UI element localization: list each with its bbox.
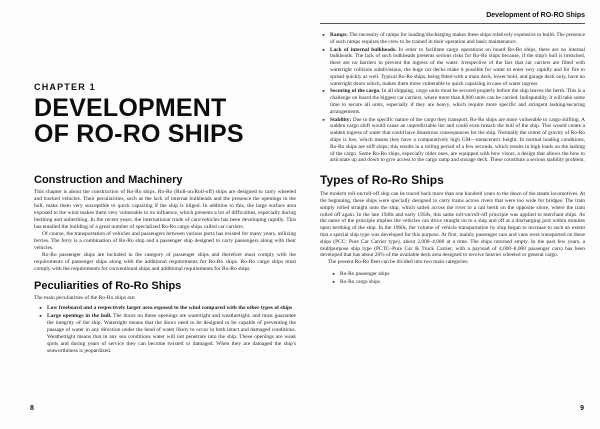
peculiarities-intro: The main peculiarities of the Ro-Ro ships are:: [34, 295, 136, 301]
peculiarities-bullet-list: [34, 305, 296, 355]
bullet-text: The necessity of ramps for loading/discharging makes these ships relatively expensive to build. The presence of such ramps requires the crew to be trained in their operation and basic maintenance.: [330, 32, 585, 45]
bullet-icon: ►: [322, 117, 326, 122]
bullet-content: [47, 305, 296, 312]
bullet-text: In order to facilitate cargo operations on board Ro-Ro ships, there are no internal bulkheads. The lack of such bulkheads presents serious risks for Ro-Ro ships because, if the ship's hull is breached, there are no barriers to prevent the ingress of the water. Irrespective of the fact that car carriers are fitted with watertight collision subdivisions, the huge car decks make it possible for water to enter very rapidly and for fire to spread quickly as well. Typical Ro-Ro ships, being fitted with a main deck, lower hold, and garage deck only, have no watertight doors which, makes them more vulnerable to quick capsizing in case of water ingress.: [330, 46, 585, 87]
bullet-lead: Securing of the cargo.: [330, 88, 381, 95]
chapter-title-line-1: DEVELOPMENT: [34, 94, 227, 122]
ro-ro-categories-list: [320, 271, 585, 286]
list-item: [39, 313, 296, 355]
bullet-lead: Ramps:: [330, 32, 348, 38]
ro-ro-features-bullet-list: [320, 32, 585, 164]
bullet-content: [47, 313, 296, 355]
heading-types-of-ro-ro-ships: Types of Ro-Ro Ships: [320, 173, 444, 188]
category-label: Ro-Ro cargo ships: [340, 278, 381, 285]
types-paragraph-2: The present Ro-Ro fleet can be divided into two main categories:: [328, 259, 469, 266]
page-right: [300, 0, 600, 429]
bullet-lead: Low freeboard and a respectively larger area exposed to the wind compared with the other types of ships: [47, 305, 293, 311]
bullet-icon: ►: [322, 89, 326, 94]
heading-peculiarities: Peculiarities of Ro-Ro Ships: [34, 280, 182, 292]
bullet-lead: Stability:: [330, 116, 352, 123]
bullet-icon: ►: [332, 271, 336, 276]
heading-construction-and-machinery: Construction and Machinery: [34, 174, 183, 186]
list-item: [332, 279, 585, 286]
types-paragraph-1: The modern roll-on/roll-off ship can be traced back more than one hundred years to the dawn of the steam locomotives. At the beginning, these ships were specially designed to carry trains across rivers that were too wide for bridges. The train simply rolled straight onto the ship, which sailed across the river to a rail berth on the opposite shore, where the train rolled off again. In the late 1940s and early 1950s, this same roll-on/roll-off principle was applied to merchant ships. As the name of the principle implies the vehicles can drive straight on to a ship and off at a discharging port within minutes upon berthing of the ship. In the 1960s, the volume of vehicle transportation by ship began to increase to such an extent that a special ship type was developed for this purpose. At first, mainly passenger cars and vans were transported on these ships (PCC: Pure Car Carrier type), about 2,000–4,000 at a time. The ships returned empty. In the past few years, a multipurpose ship type (PCTC–Pure Car & Truck Carrier, with a payload of 4,000–8,000 passenger cars) has been developed that has about 20% of the available deck area designed to receive heavier wheeled or general cargo.: [320, 191, 585, 259]
construction-paragraph-1: This chapter is about the construction of Ro-Ro ships. Ro-Ro (Roll-on/Roll-off) ships are designed to carry wheeled and tracked vehicles. Their peculiarities, such as the lack of internal bulkheads and the presence the openings in the hull, make them very susceptible to quick capsizing if the ship is bilged. In addition to this, the large surface area exposed to the wind makes them very vulnerable to its influence, which presents a lot of difficulties, especially during berthing and unberthing. In the recent years, the international trade of cars/vehicles has been developing rapidly. This has entailed the building of a great number of specialized Ro-Ro cargo ships called car carriers.: [34, 189, 296, 230]
bullet-content: [330, 88, 585, 115]
category-label: Ro-Ro passenger ships: [340, 270, 390, 277]
bullet-icon: ►: [39, 314, 43, 318]
list-item: [39, 305, 296, 312]
list-item: [322, 117, 585, 165]
bullet-lead: Lack of internal bulkheads.: [330, 46, 397, 53]
chapter-title-line-2: OF RO-RO SHIPS: [34, 120, 244, 148]
bullet-text: The doors on these openings are watertight and weathertight, and must guarantee the integrity of the ship. Watertight means that the doors need to be designed to be capable of preventing the passage of water in any direction under the head of water likely to occur in both intact and damaged conditions. Weathertight means that in any sea conditions water will not penetrate into the ship. These openings are weak spots and during years of service they can become twisted or damaged. When they are damaged the ship's seaworthiness is jeopardized.: [47, 313, 296, 354]
bullet-content: [330, 117, 585, 165]
bullet-lead: Large openings in the hull.: [47, 313, 112, 319]
bullet-icon: ►: [332, 279, 336, 284]
bullet-text: In all shipping, cargo units must be secured properly before the ship leaves the berth. This is a challenge on board the biggest car carriers, where more than 8,000 units can be carried. Indisputably, it will take some time to secure all units, especially if they are heavy, which require more specific and stringent lashing/securing arrangements.: [330, 88, 585, 115]
bullet-content: [330, 32, 585, 46]
bullet-text: Due to the specific nature of the cargo they transport, Ro-Ro ships are more vulnerable to cargo shifting. A sudden cargo shift would cause an unpredictable list and could even breach the hull of the ship. This would create a sudden ingress of water that could have disastrous consequences for the ship. Normally the center of gravity of Ro-Ro ships is low, which means they have a comparatively high GM—metacentric height. In normal loading conditions, Ro-Ro ships are stiff ships; this results in a rolling period of a few seconds, which results in high loads on the lashing of the cargo. Some Ro-Ro ships, especially older ones, are equipped with bow visors, a design that allows the bow to articulate up and down to give access to the cargo ramp and storage deck. These constitute a serious stability problem.: [330, 116, 585, 164]
running-header: Development of RO-RO Ships: [320, 12, 585, 24]
page-number-right: 9: [580, 405, 584, 412]
list-item: [322, 88, 585, 115]
list-item: [322, 47, 585, 88]
list-item: [332, 271, 585, 278]
bullet-icon: ►: [322, 33, 326, 37]
construction-paragraph-2: Of course, the transportation of vehicles and passengers between various ports has existed for many years, utilizing ferries. The ferry is a combination of Ro-Ro ship and a passenger ship designed to carry passengers along with their vehicles.: [34, 231, 296, 251]
bullet-icon: ►: [322, 47, 326, 52]
list-item: [322, 32, 585, 46]
page-number-left: 8: [30, 405, 34, 412]
chapter-title: [34, 95, 296, 147]
bullet-content: [330, 47, 585, 88]
chapter-label: CHAPTER 1: [34, 82, 96, 92]
bullet-icon: ►: [39, 306, 43, 310]
construction-paragraph-3: Ro-Ro passenger ships are included in the category of passenger ships and therefore must comply with the requirements of passenger ships along with the additional requirements for Ro-Ro ships. Ro-Ro cargo ships must comply with the requirements for conventional ships and additional requirements for Ro-Ro ships.: [34, 252, 296, 272]
